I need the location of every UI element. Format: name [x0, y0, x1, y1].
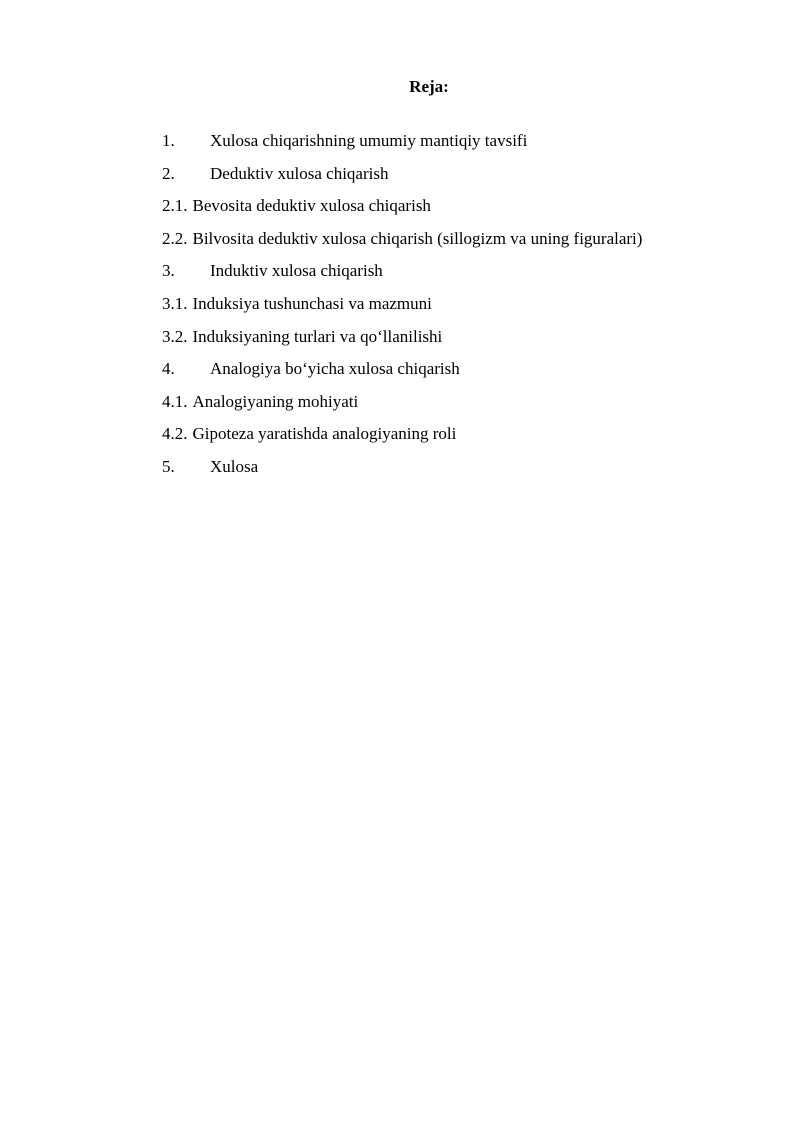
plan-item-number: 4.1.: [162, 391, 188, 411]
plan-item-text: Gipoteza yaratishda analogiyaning roli: [192, 424, 457, 444]
plan-item-number: 2.1.: [162, 196, 188, 216]
plan-item-2-1: [162, 190, 762, 223]
plan-item-text: Deduktiv xulosa chiqarish: [210, 163, 389, 183]
plan-item-2-2: [162, 223, 762, 256]
plan-item-4-1: [162, 386, 762, 419]
plan-item-text: Induksiya tushunchasi va mazmuni: [192, 293, 432, 313]
plan-item-text: Induktiv xulosa chiqarish: [210, 261, 383, 281]
plan-list: [162, 125, 762, 484]
plan-item-number: 1.: [162, 131, 175, 150]
plan-item-text: Bevosita deduktiv xulosa chiqarish: [192, 196, 431, 216]
plan-item-text: Analogiya bo‘yicha xulosa chiqarish: [210, 359, 460, 379]
plan-item-number: 3.1.: [162, 293, 188, 313]
plan-item-number: 2.2.: [162, 228, 188, 248]
plan-item-4: [162, 353, 762, 386]
plan-item-3: [162, 255, 762, 288]
plan-item-3-2: [162, 321, 762, 354]
plan-item-text: Analogiyaning mohiyati: [192, 391, 359, 411]
plan-item-4-2: [162, 418, 762, 451]
plan-item-number: 2.: [162, 163, 175, 183]
plan-item-number: 3.2.: [162, 326, 188, 346]
plan-item-1: [162, 125, 762, 158]
plan-item-number: 3.: [162, 261, 175, 281]
plan-item-text: Bilvosita deduktiv xulosa chiqarish (sillogizm va uning figuralari): [192, 228, 643, 248]
plan-item-3-1: [162, 288, 762, 321]
plan-item-2: [162, 158, 762, 191]
plan-item-text: Induksiyaning turlari va qo‘llanilishi: [192, 326, 443, 346]
plan-item-number: 4.: [162, 359, 175, 379]
plan-item-text: Xulosa: [210, 456, 259, 476]
page-title: Reja:: [409, 77, 449, 96]
plan-item-text: Xulosa chiqarishning umumiy mantiqiy tavsifi: [210, 131, 528, 150]
plan-item-number: 5.: [162, 456, 175, 476]
plan-item-5: [162, 451, 762, 484]
plan-item-number: 4.2.: [162, 424, 188, 444]
